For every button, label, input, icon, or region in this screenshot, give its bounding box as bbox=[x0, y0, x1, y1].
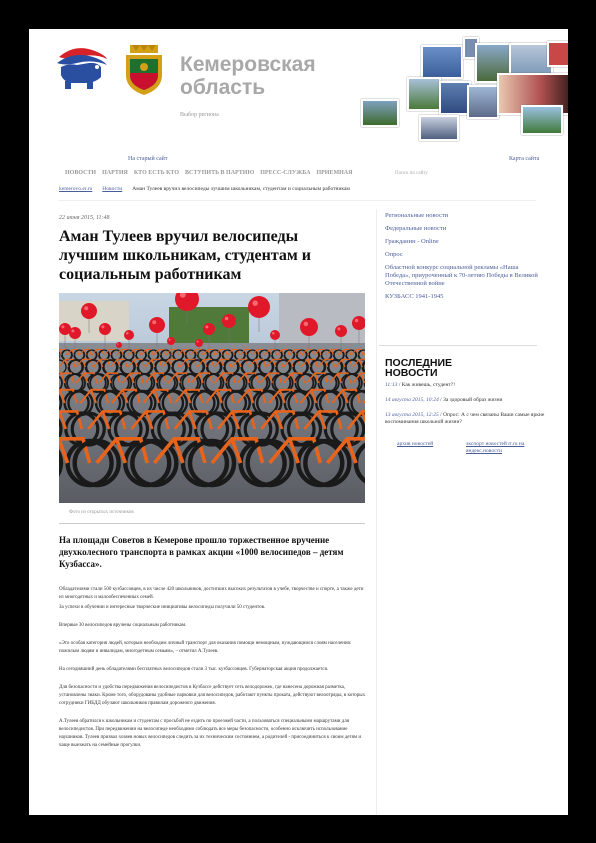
breadcrumb-home[interactable]: kemerovo.er.ru bbox=[59, 186, 93, 192]
party-logo[interactable] bbox=[55, 43, 109, 91]
sidebar-link-regional-news[interactable]: Региональные новости bbox=[385, 212, 449, 219]
news-item[interactable]: 11:13 / Как живешь, студент?! bbox=[385, 382, 456, 388]
sidebar-link-citizen-online[interactable]: Гражданин - Online bbox=[385, 238, 439, 245]
sidebar-links bbox=[385, 212, 545, 306]
sidebar-link-federal-news[interactable]: Федеральные новости bbox=[385, 225, 447, 232]
site-map-link[interactable]: Карта сайта bbox=[509, 156, 540, 162]
article-paragraph: А.Тулеев обратился к школьникам и студентам с просьбой не ездить по проезжей части, а пользоваться специальными маршрутами для велосипедистов. При передвижении на велосипеде необходимо соблюдать все меры безопасности, особенно исключить использование наушников. Тулеев призвал хозяев новых велосипедов следить за их техническим состоянием, а родителей - присоединиться к своим детям и чаще выезжать на семейные прогулки. bbox=[59, 719, 362, 748]
article-paragraph: Обладателями стали 500 кузбассовцев, в их числе 420 школьников, достигших высоких результатов в учебе, творчестве и спорте, а также дети из многодетных и малообеспеченных семей. bbox=[59, 587, 364, 600]
photo-caption-text: Фото из открытых источников bbox=[69, 510, 134, 515]
sidebar-divider bbox=[379, 345, 537, 346]
news-archive-link[interactable]: архив новостей bbox=[397, 441, 434, 447]
nav-item-join[interactable]: ВСТУПИТЬ В ПАРТИЮ bbox=[185, 170, 255, 176]
article-date: 22 июня 2015, 11:48 bbox=[59, 215, 110, 221]
article-paragraph: Впервые 30 велосипедов вручены социальным работникам. bbox=[59, 623, 187, 628]
collage-photo[interactable] bbox=[467, 85, 499, 119]
article-lead: На площади Советов в Кемерове прошло торжественное вручение двухколесного транспорта в рамках акции «1000 велосипедов – детям Кузбасса». bbox=[59, 535, 344, 569]
nav-item-news[interactable]: НОВОСТИ bbox=[65, 170, 97, 176]
collage-photo[interactable] bbox=[547, 41, 568, 67]
news-item[interactable]: 14 августа 2015, 10:24 / За здоровый образ жизни bbox=[385, 397, 503, 403]
collage-photo[interactable] bbox=[421, 45, 463, 79]
news-item-text[interactable]: Опрос: А с чем связаны Ваши самые яркие воспоминания школьной жизни? bbox=[385, 412, 545, 425]
breadcrumb-news[interactable]: Новости bbox=[102, 186, 123, 192]
photo-caption bbox=[59, 503, 365, 524]
collage-photo[interactable] bbox=[521, 105, 563, 135]
old-site-link[interactable]: На старый сайт bbox=[128, 156, 168, 162]
news-item-time: 14 августа 2015, 10:24 bbox=[385, 397, 439, 403]
news-item-text[interactable]: За здоровый образ жизни bbox=[443, 397, 503, 403]
news-item[interactable]: 13 августа 2015, 12:25 / Опрос: А с чем связаны Ваши самые яркие воспоминания школьной жизни? bbox=[385, 412, 545, 425]
main-nav bbox=[65, 170, 352, 176]
region-title: Кемеровская область bbox=[180, 53, 316, 99]
article-body bbox=[59, 586, 369, 760]
news-export-link[interactable]: экспорт новостей rr.ru на яндекс.новости bbox=[466, 441, 525, 454]
column-divider bbox=[376, 209, 377, 815]
nav-item-reception[interactable]: ПРИЕМНАЯ bbox=[316, 170, 353, 176]
nav-item-press[interactable]: ПРЕСС-СЛУЖБА bbox=[260, 170, 311, 176]
article-paragraph: За успехи в обучении и интересные творческие инициативы велосипеды получили 50 студентов. bbox=[59, 605, 266, 610]
article-paragraph: На сегодняшний день обладателями бесплатных велосипедов стали 3 тыс. кузбассовцев. Губернаторская акция продолжается. bbox=[59, 667, 329, 672]
latest-news-list bbox=[385, 382, 545, 434]
collage-photo[interactable] bbox=[419, 115, 459, 141]
search-input[interactable]: Поиск по сайту bbox=[395, 171, 428, 176]
article-headline: Аман Тулеев вручил велосипеды лучшим школьникам, студентам и социальным работникам bbox=[59, 228, 312, 283]
breadcrumb bbox=[59, 186, 350, 192]
article-photo[interactable] bbox=[59, 293, 365, 503]
news-item-time: 11:13 bbox=[385, 382, 398, 388]
collage-photo[interactable] bbox=[361, 99, 399, 127]
breadcrumb-current: Аман Тулеев вручил велосипеды лучшим школьникам, студентам и социальным работникам bbox=[132, 186, 350, 192]
region-coat-of-arms bbox=[122, 45, 166, 95]
page bbox=[29, 29, 568, 815]
news-item-time: 13 августа 2015, 12:25 bbox=[385, 412, 439, 418]
nav-item-who-is-who[interactable]: КТО ЕСТЬ КТО bbox=[133, 170, 180, 176]
news-item-text[interactable]: Как живешь, студент?! bbox=[401, 382, 456, 388]
photo-collage bbox=[359, 33, 568, 141]
article-paragraph: «Это особая категория людей, которым необходим личный транспорт для оказания помощи немощным, нуждающимся слоям населения: пожилым людям и инвалидам, многодетным семьям», – отметил А.Тулеев. bbox=[59, 641, 352, 654]
nav-item-party[interactable]: ПАРТИЯ bbox=[102, 170, 128, 176]
article-paragraph: Для безопасности и удобства передвижения велосипедистов в Кузбассе действует сеть велодорожек, где нанесена дорожная разметка, установлены знаки. Кроме того, оборудованы удобные парковки для велосипедов, работают пункты проката, действуют велоотряды, в которых сотрудники ГИБДД обучают школьников правилам дорожного движения. bbox=[59, 685, 366, 706]
divider bbox=[59, 200, 536, 201]
collage-photo[interactable] bbox=[407, 77, 441, 111]
latest-news-title: ПОСЛЕДНИЕ НОВОСТИ bbox=[385, 357, 453, 379]
sidebar-link-kuzbass[interactable]: КУЗБАСС 1941-1945 bbox=[385, 293, 444, 300]
sidebar-link-poll[interactable]: Опрос bbox=[385, 251, 403, 258]
region-select-link[interactable]: Выбор региона bbox=[180, 112, 219, 118]
sidebar-link-contest[interactable]: Областной конкурс социальной рекламы «Наша Победа», приуроченный к 70-летию Победы в Великой Отечественной войне bbox=[385, 264, 538, 287]
